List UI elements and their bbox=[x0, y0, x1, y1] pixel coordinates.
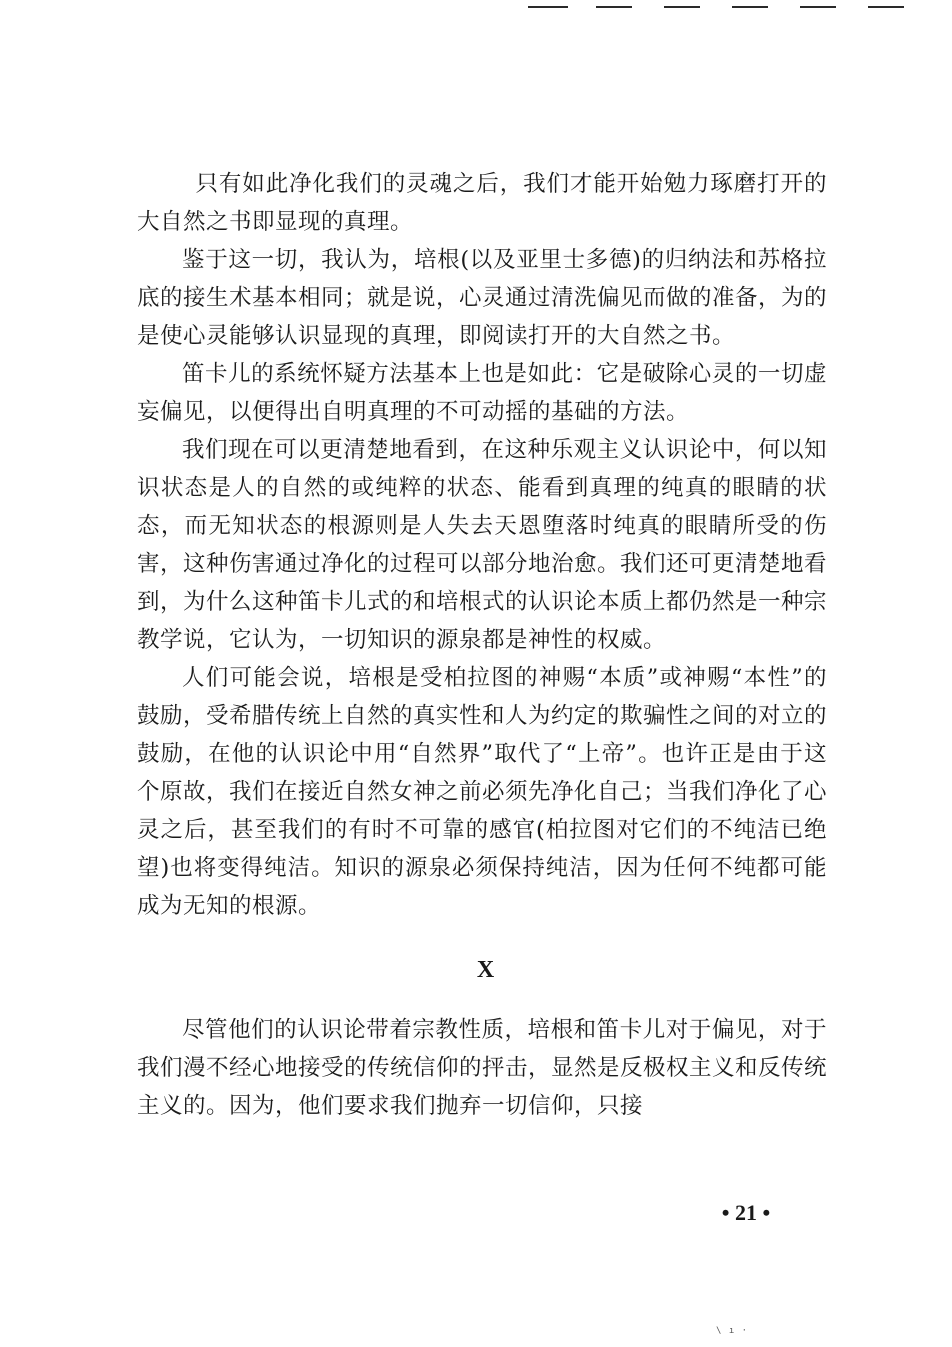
body-paragraph: 人们可能会说，培根是受柏拉图的神赐“本质”或神赐“本性”的鼓励，受希腊传统上自然的真实性和人为约定的欺骗性之间的对立的鼓励，在他的认识论中用“自然界”取代了“上帝”。也许正是由于这个原故，我们在接近自然女神之前必须先净化自己；当我们净化了心灵之后，甚至我们的有时不可靠的感官(柏拉图对它们的不纯洁已绝望)也将变得纯洁。知识的源泉必须保持纯洁，因为任何不纯都可能成为无知的根源。 bbox=[137, 665, 828, 919]
page-number: • 21 • bbox=[721, 1200, 771, 1225]
top-rule-segment bbox=[664, 6, 700, 8]
page-body bbox=[137, 165, 827, 1125]
top-rule-segment bbox=[800, 6, 836, 8]
body-paragraph: 鉴于这一切，我认为，培根(以及亚里士多德)的归纳法和苏格拉底的接生术基本相同；就是说，心灵通过清洗偏见而做的准备，为的是使心灵能够认识显现的真理，即阅读打开的大自然之书。 bbox=[137, 247, 828, 349]
top-rule-segment bbox=[868, 6, 904, 8]
top-rule-segment bbox=[732, 6, 768, 8]
scan-mark: \ ı · bbox=[716, 1326, 749, 1336]
body-paragraph: 尽管他们的认识论带着宗教性质，培根和笛卡儿对于偏见，对于我们漫不经心地接受的传统信仰的抨击，显然是反极权主义和反传统主义的。因为，他们要求我们抛弃一切信仰，只接 bbox=[137, 1017, 828, 1119]
body-paragraph: 只有如此净化我们的灵魂之后，我们才能开始勉力琢磨打开的大自然之书即显现的真理。 bbox=[137, 171, 827, 235]
top-rule-segment bbox=[596, 6, 632, 8]
top-edge-rules bbox=[0, 0, 952, 14]
section-heading: X bbox=[476, 957, 496, 983]
body-paragraph: 笛卡儿的系统怀疑方法基本上也是如此：它是破除心灵的一切虚妄偏见，以便得出自明真理的不可动摇的基础的方法。 bbox=[137, 361, 827, 425]
top-rule-segment bbox=[528, 6, 568, 8]
body-paragraph: 我们现在可以更清楚地看到，在这种乐观主义认识论中，何以知识状态是人的自然的或纯粹的状态、能看到真理的纯真的眼睛的状态，而无知状态的根源则是人失去天恩堕落时纯真的眼睛所受的伤害，这种伤害通过净化的过程可以部分地治愈。我们还可更清楚地看到，为什么这种笛卡儿式的和培根式的认识论本质上都仍然是一种宗教学说，它认为，一切知识的源泉都是神性的权威。 bbox=[137, 437, 828, 653]
